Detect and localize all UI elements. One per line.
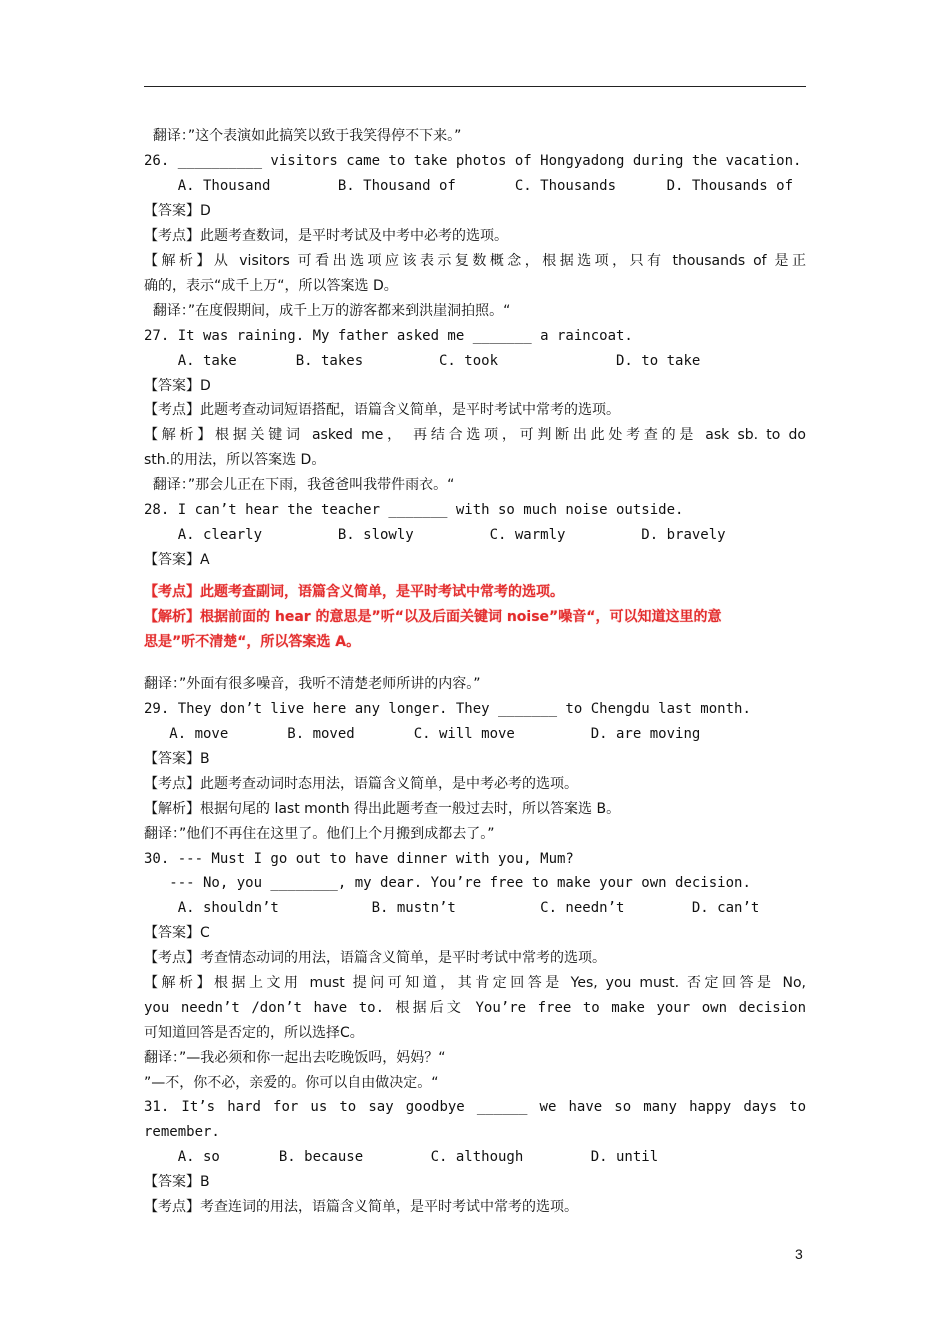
red-note-analysis-cont: 思是”听不清楚“，所以答案选 A。: [144, 634, 361, 650]
red-note-analysis: 【解析】根据前面的 hear 的意思是”听“以及后面关键词 noise”噪音“，可以知道这里的意: [144, 609, 722, 625]
translation-line: 翻译：”这个表演如此搞笑以致于我笑得停不下来。”: [144, 128, 462, 144]
analysis-27: 【解析】根据关键词 asked me， 再结合选项，可判断出此处考查的是 ask sb. to do: [144, 427, 806, 443]
analysis-27-cont: sth.的用法，所以答案选 D。: [144, 452, 326, 468]
point-27: 【考点】此题考查动词短语搭配，语篇含义简单，是平时考试中常考的选项。: [144, 402, 620, 418]
answer-26: 【答案】D: [144, 203, 211, 219]
analysis-29: 【解析】根据句尾的 last month 得出此题考查一般过去时，所以答案选 B。: [144, 801, 621, 817]
translation-28: 翻译：”外面有很多噪音，我听不清楚老师所讲的内容。”: [144, 676, 481, 692]
translation-29: 翻译：”他们不再住在这里了。他们上个月搬到成都去了。”: [144, 826, 495, 842]
options-29: A. move B. moved C. will move D. are moving: [144, 726, 701, 742]
question-29: 29. They don’t live here any longer. They _______ to Chengdu last month.: [144, 701, 751, 717]
analysis-30: 【解析】根据上文用 must 提问可知道，其肯定回答是 Yes, you must. 否定回答是 No,: [144, 975, 806, 991]
analysis-26-cont: 确的，表示“成千上万“，所以答案选 D。: [144, 278, 398, 294]
translation-30-cont: ”—不，你不必，亲爱的。你可以自由做决定。“: [144, 1075, 439, 1091]
options-27: A. take B. takes C. took D. to take: [144, 353, 701, 369]
options-28: A. clearly B. slowly C. warmly D. bravely: [144, 527, 726, 543]
options-31: A. so B. because C. although D. until: [144, 1149, 659, 1165]
translation-26: 翻译：”在度假期间，成千上万的游客都来到洪崖洞拍照。“: [144, 303, 511, 319]
red-note-point: 【考点】此题考查副词，语篇含义简单，是平时考试中常考的选项。: [144, 584, 564, 600]
answer-28: 【答案】A: [144, 552, 210, 568]
point-31: 【考点】考查连词的用法，语篇含义简单，是平时考试中常考的选项。: [144, 1199, 578, 1215]
analysis-30-cont: you needn’t /don’t have to. 根据后文 You’re free to make your own decision: [144, 1000, 806, 1016]
question-28: 28. I can’t hear the teacher _______ with so much noise outside.: [144, 502, 684, 518]
options-30: A. shouldn’t B. mustn’t C. needn’t D. can’t: [144, 900, 760, 916]
answer-31: 【答案】B: [144, 1174, 210, 1190]
question-26: 26. __________ visitors came to take photos of Hongyadong during the vacation.: [144, 153, 802, 169]
analysis-26: 【解析】从 visitors 可看出选项应该表示复数概念，根据选项，只有 thousands of 是正: [144, 253, 806, 269]
point-26: 【考点】此题考查数词，是平时考试及中考中必考的选项。: [144, 228, 508, 244]
translation-30: 翻译：”—我必须和你一起出去吃晚饭吗，妈妈？“: [144, 1050, 446, 1066]
question-30: 30. --- Must I go out to have dinner with you, Mum?: [144, 851, 574, 867]
question-27: 27. It was raining. My father asked me _______ a raincoat.: [144, 328, 633, 344]
translation-27: 翻译：”那会儿正在下雨，我爸爸叫我带件雨衣。“: [144, 477, 455, 493]
page-number: 3: [795, 1246, 803, 1262]
question-30-reply: --- No, you ________, my dear. You’re free to make your own decision.: [144, 875, 751, 891]
header-rule: [144, 86, 806, 87]
analysis-30-end: 可知道回答是否定的，所以选择C。: [144, 1025, 364, 1041]
point-30: 【考点】考查情态动词的用法，语篇含义简单，是平时考试中常考的选项。: [144, 950, 606, 966]
answer-30: 【答案】C: [144, 925, 210, 941]
answer-29: 【答案】B: [144, 751, 210, 767]
question-31-cont: remember.: [144, 1124, 220, 1140]
options-26: A. Thousand B. Thousand of C. Thousands D. Thousands of: [144, 178, 794, 194]
question-31: 31. It’s hard for us to say goodbye ______ we have so many happy days to: [144, 1099, 806, 1115]
answer-27: 【答案】D: [144, 378, 211, 394]
point-29: 【考点】此题考查动词时态用法，语篇含义简单，是中考必考的选项。: [144, 776, 578, 792]
